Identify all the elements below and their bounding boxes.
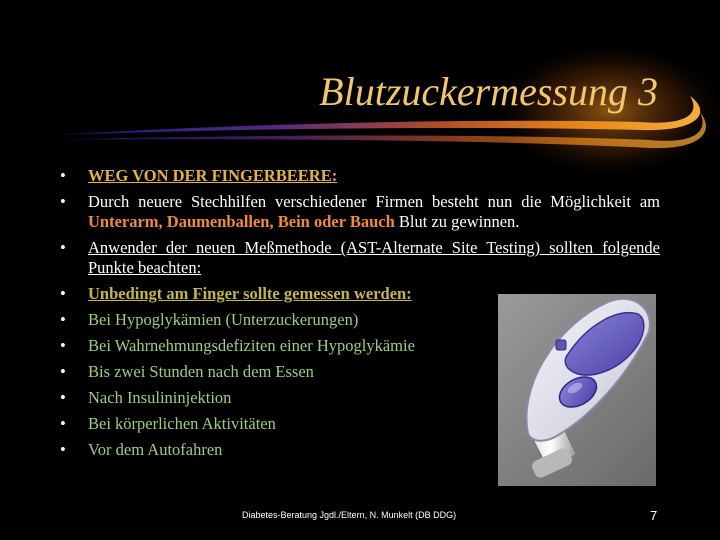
bullet-item (60, 238, 660, 278)
bullet-highlight: Unterarm, Daumenballen, Bein oder Bauch (88, 212, 395, 231)
bullet-text: Bei Hypoglykämien (Unterzuckerungen) (88, 310, 359, 329)
bullet-dot-icon: • (60, 166, 66, 185)
glucose-meter-device-icon (498, 294, 656, 486)
bullet-text: Durch neuere Stechhilfen verschiedener Firmen besteht nun die Möglichkeit am (88, 192, 660, 211)
bullet-text: Bis zwei Stunden nach dem Essen (88, 362, 314, 381)
bullet-dot-icon: • (60, 284, 66, 303)
bullet-item (60, 192, 660, 232)
bullet-dot-icon: • (60, 238, 66, 257)
bullet-text: Vor dem Autofahren (88, 440, 223, 459)
bullet-item (60, 166, 660, 186)
slide-title: Blutzuckermessung 3 (319, 69, 658, 114)
bullet-text: Bei körperlichen Aktivitäten (88, 414, 276, 433)
bullet-dot-icon: • (60, 310, 66, 329)
bullet-dot-icon: • (60, 362, 66, 381)
page-number: 7 (650, 508, 658, 523)
bullet-text: Anwender der neuen Meßmethode (AST-Alternate Site Testing) sollten folgende Punkte beachten: (88, 238, 660, 277)
bullet-dot-icon: • (60, 336, 66, 355)
bullet-text: Bei Wahrnehmungsdefiziten einer Hypoglykämie (88, 336, 415, 355)
bullet-text: Blut zu gewinnen. (394, 212, 520, 231)
bullet-dot-icon: • (60, 388, 66, 407)
glucose-meter-photo (498, 294, 656, 486)
bullet-text: Nach Insulininjektion (88, 388, 232, 407)
bullet-dot-icon: • (60, 440, 66, 459)
bullet-dot-icon: • (60, 192, 66, 211)
bullet-text: Unbedingt am Finger sollte gemessen werden: (88, 284, 412, 303)
bullet-text: WEG VON DER FINGERBEERE: (88, 166, 338, 185)
slide-footer: Diabetes-Beratung Jgdl./Eltern, N. Munkelt (DB DDG) (242, 510, 457, 520)
bullet-dot-icon: • (60, 414, 66, 433)
